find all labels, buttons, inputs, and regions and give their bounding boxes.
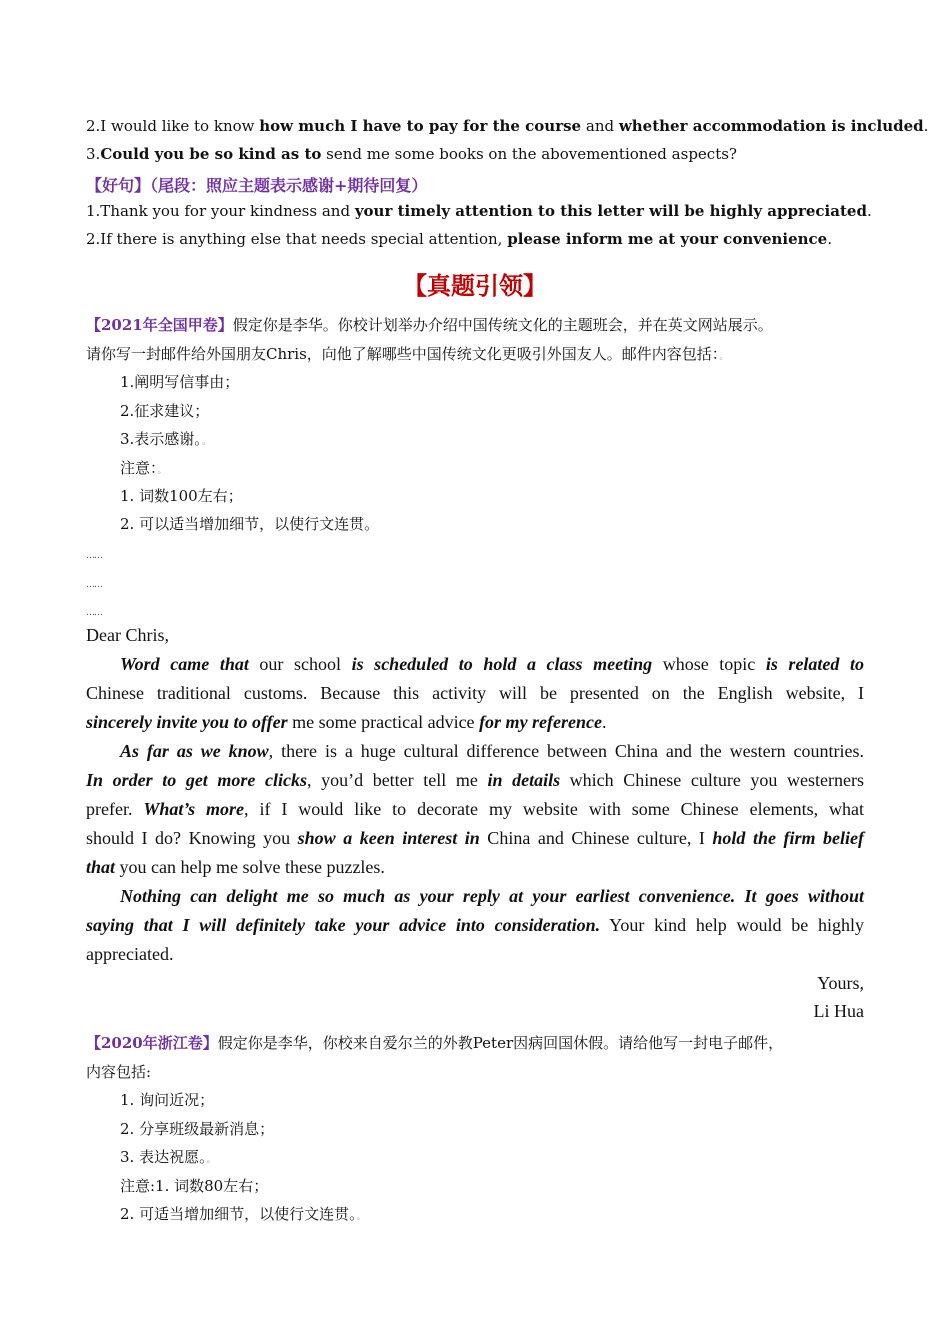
letter-p2-line3 <box>86 799 864 820</box>
bold-phrase: Could you be so kind as to <box>100 145 322 163</box>
letter-p1-line3 <box>86 712 864 733</box>
key-phrase: is related to <box>765 654 865 674</box>
ellipsis-3: …… <box>86 608 102 618</box>
text: whose topic <box>652 654 766 674</box>
letter-p2-line2 <box>86 770 864 791</box>
text: , if I would like to decorate my website with some Chinese elements, what <box>244 799 864 819</box>
text: send me some books on the abovementioned aspects? <box>321 145 737 163</box>
item-text: 3.表示感谢。 <box>120 430 202 448</box>
key-phrase: that <box>86 857 116 877</box>
key-phrase: in details <box>487 770 561 790</box>
text: 2.If there is anything else that needs special attention, <box>86 230 508 248</box>
letter-p1-line1 <box>120 654 864 675</box>
q2021-note-1: 1. 词数100左右； <box>120 487 243 505</box>
key-phrase: In order to get more clicks <box>86 770 307 790</box>
q2021-note-2: 2. 可以适当增加细节，以使行文连贯。 <box>120 515 380 533</box>
text: you can help me solve these puzzles. <box>115 857 385 877</box>
letter-p3-line2 <box>86 915 864 936</box>
text: . <box>866 202 872 220</box>
q2021-item-2: 2.征求建议； <box>120 402 210 420</box>
prompt-text: 请你写一封邮件给外国朋友Chris，向他了解哪些中国传统文化更吸引外国友人。邮件内容包括： <box>86 345 720 363</box>
q2020-item-3: 3. 表达祝愿。。 <box>120 1148 216 1166</box>
bold-phrase: please inform me at your convenience <box>507 230 828 248</box>
good-sentences-header: 【好句】（尾段：照应主题表示感谢+期待回复） <box>86 176 428 195</box>
letter-p2-line4 <box>86 828 864 849</box>
prompt-text: 假定你是李华，你校来自爱尔兰的外教Peter因病回国休假。请给他写一封电子邮件， <box>217 1034 784 1052</box>
key-phrase: sincerely invite you to offer <box>86 712 288 732</box>
q2021-item-3: 3.表示感谢。。 <box>120 430 211 448</box>
q2021-prompt-line1 <box>86 314 864 335</box>
q2020-item-2: 2. 分享班级最新消息； <box>120 1120 275 1138</box>
letter-p2-line5 <box>86 857 864 878</box>
key-phrase: What’s more <box>143 799 245 819</box>
text: , you’d better tell me <box>307 770 488 790</box>
key-phrase: is scheduled to hold a class meeting <box>351 654 653 674</box>
key-phrase: show a keen interest in <box>297 828 480 848</box>
sentence-3 <box>86 145 864 163</box>
item-text: 3. 表达祝愿。 <box>120 1148 207 1166</box>
text: me some practical advice <box>287 712 480 732</box>
letter-signature: Li Hua <box>813 1001 864 1021</box>
text: 1.Thank you for your kindness and <box>86 202 355 220</box>
letter-p3-line3: appreciated. <box>86 944 174 964</box>
text: our school <box>248 654 352 674</box>
key-phrase: As far as we know <box>120 741 269 761</box>
letter-p3-line1 <box>120 886 864 907</box>
q2021-note-label: 注意：。 <box>120 459 167 477</box>
text: , there is a huge cultural difference between China and the western countries. <box>268 741 864 761</box>
key-phrase: saying that I will definitely take your advice into consideration. <box>86 915 601 935</box>
exam-tag: 【2021年全国甲卷】 <box>86 316 233 334</box>
good-sentence-2 <box>86 230 864 248</box>
prompt-text: 假定你是李华。你校计划举办介绍中国传统文化的主题班会，并在英文网站展示。 <box>232 316 773 334</box>
text: China and Chinese culture, I <box>479 828 713 848</box>
sentence-2 <box>86 117 929 135</box>
q2021-item-1: 1.阐明写信事由； <box>120 373 240 391</box>
text: . <box>923 117 929 135</box>
q2020-prompt-line1 <box>86 1032 864 1053</box>
letter-greeting: Dear Chris, <box>86 625 169 645</box>
ellipsis-1: …… <box>86 551 102 561</box>
ellipsis-2: …… <box>86 580 102 590</box>
key-phrase: hold the firm belief <box>712 828 864 848</box>
text: . <box>602 712 607 732</box>
bold-phrase: your timely attention to this letter will be highly appreciated <box>354 202 867 220</box>
text: should I do? Knowing you <box>86 828 298 848</box>
bold-phrase: whether accommodation is included <box>618 117 924 135</box>
text: 2.I would like to know <box>86 117 260 135</box>
good-sentence-1 <box>86 202 872 220</box>
letter-p1-line2: Chinese traditional customs. Because this activity will be presented on the English website, I <box>86 683 864 703</box>
q2020-note-1: 注意:1. 词数80左右； <box>120 1177 269 1195</box>
section-title: 【真题引领】 <box>403 271 547 300</box>
note-text: 2. 可适当增加细节，以使行文连贯。 <box>120 1205 357 1223</box>
key-phrase: Word came that <box>120 654 249 674</box>
q2021-prompt-line2: 请你写一封邮件给外国朋友Chris，向他了解哪些中国传统文化更吸引外国友人。邮件内容包括：。 <box>86 345 729 363</box>
exam-tag: 【2020年浙江卷】 <box>86 1034 218 1052</box>
text: prefer. <box>86 799 144 819</box>
text: . <box>827 230 832 248</box>
q2020-item-1: 1. 询问近况； <box>120 1091 215 1109</box>
text: and <box>581 117 619 135</box>
text: Your kind help would be highly <box>600 915 864 935</box>
key-phrase: Nothing can delight me so much as your reply at your earliest convenience. It goes without <box>120 886 864 906</box>
note-label: 注意： <box>120 459 158 477</box>
text: 3. <box>86 145 101 163</box>
letter-p2-line1 <box>120 741 864 762</box>
key-phrase: for my reference <box>479 712 603 732</box>
q2020-note-2: 2. 可适当增加细节，以使行文连贯。。 <box>120 1205 366 1223</box>
text: which Chinese culture you westerners <box>560 770 865 790</box>
letter-closing: Yours, <box>817 973 864 993</box>
bold-phrase: how much I have to pay for the course <box>259 117 582 135</box>
q2020-prompt-line2: 内容包括: <box>86 1063 152 1081</box>
